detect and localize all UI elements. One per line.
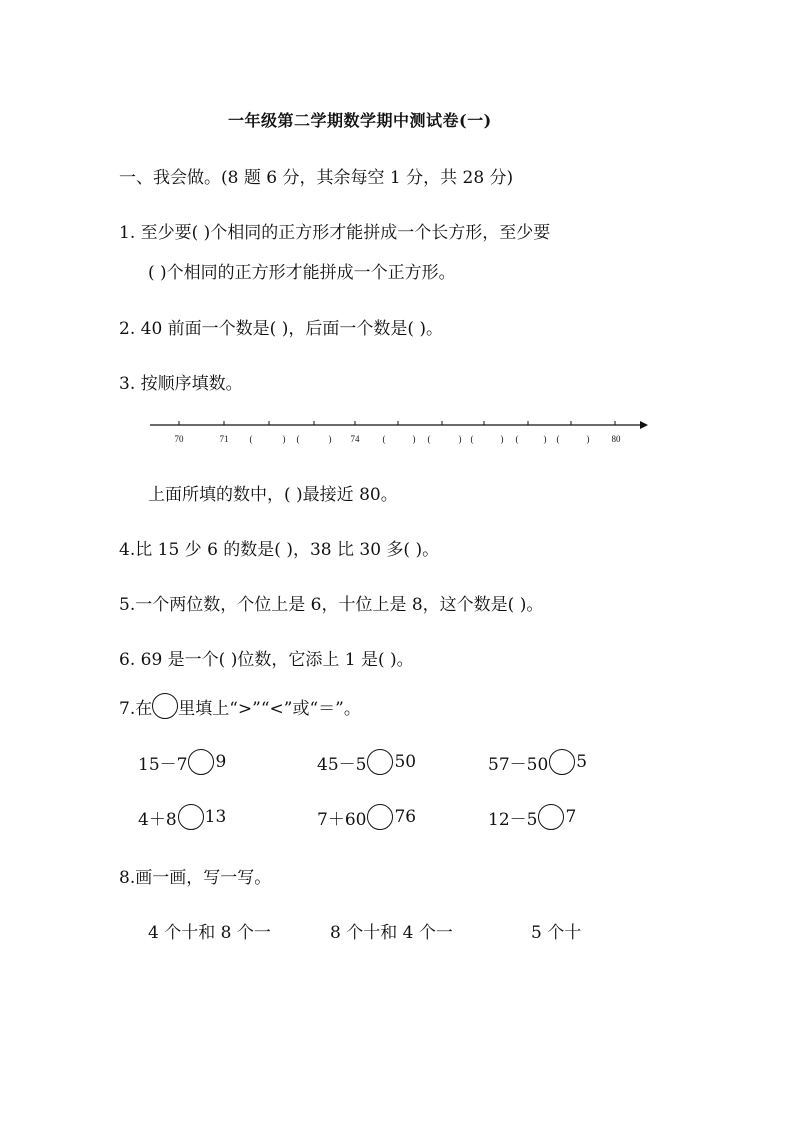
number-line-label: ( [427, 434, 431, 444]
comparison-3 [488, 749, 587, 775]
question-8-item-2: 8 个十和 4 个一 [330, 923, 453, 943]
answer-circle[interactable] [538, 804, 564, 830]
comparison-1 [138, 749, 226, 775]
question-5: 5.一个两位数，个位上是 6，十位上是 8，这个数是( )。 [119, 595, 544, 615]
comparison-6 [488, 804, 576, 830]
arrow-head-icon [640, 421, 648, 429]
comparison-right: 76 [394, 807, 417, 827]
question-1-line-1: 1. 至少要( )个相同的正方形才能拼成一个长方形，至少要 [119, 223, 551, 243]
number-line-label: 80 [611, 434, 621, 444]
comparison-left: 7＋60 [317, 809, 367, 830]
comparison-right: 5 [576, 752, 588, 772]
number-line-label: ( [296, 434, 300, 444]
comparison-right: 9 [215, 752, 227, 772]
comparison-left: 4＋8 [138, 809, 177, 830]
section-heading: 一、我会做。(8 题 6 分，其余每空 1 分，共 28 分) [119, 168, 514, 188]
question-8-item-3: 5 个十 [531, 923, 582, 943]
comparison-2 [317, 749, 416, 775]
question-3-tail: 上面所填的数中，( )最接近 80。 [148, 485, 398, 505]
number-line-label: ( [249, 434, 253, 444]
comparison-left: 12－5 [488, 809, 538, 830]
answer-circle[interactable] [549, 749, 575, 775]
question-1-line-2: ( )个相同的正方形才能拼成一个正方形。 [148, 263, 456, 283]
comparison-5 [317, 804, 416, 830]
comparison-left: 45－5 [317, 754, 367, 775]
comparison-right: 13 [204, 807, 227, 827]
number-line-label: ) [282, 434, 286, 444]
comparison-right: 50 [394, 752, 417, 772]
number-line-label: ) [586, 434, 590, 444]
comparison-left: 15－7 [138, 754, 188, 775]
answer-circle[interactable] [152, 693, 178, 719]
number-line-label: ( [382, 434, 386, 444]
question-7-suffix: 里填上“>”“<”或“＝”。 [178, 698, 361, 719]
number-line-label: ) [500, 434, 504, 444]
comparison-left: 57－50 [488, 754, 549, 775]
number-line-label: 74 [350, 434, 360, 444]
question-3: 3. 按顺序填数。 [119, 374, 243, 394]
answer-circle[interactable] [367, 749, 393, 775]
question-8-item-1: 4 个十和 8 个一 [148, 923, 271, 943]
question-7-prefix: 7.在 [119, 698, 153, 719]
answer-circle[interactable] [178, 804, 204, 830]
number-line-label: 71 [219, 434, 229, 444]
number-line-label: ) [328, 434, 332, 444]
number-line-label: ( [556, 434, 560, 444]
comparison-right: 7 [565, 807, 577, 827]
answer-circle[interactable] [367, 804, 393, 830]
question-2: 2. 40 前面一个数是( )，后面一个数是( )。 [119, 319, 443, 339]
number-line-label: ) [412, 434, 416, 444]
page-title: 一年级第二学期数学期中测试卷(一) [228, 111, 492, 130]
question-7 [119, 693, 361, 719]
answer-circle[interactable] [188, 749, 214, 775]
number-line-label: ) [458, 434, 462, 444]
question-6: 6. 69 是一个( )位数，它添上 1 是( )。 [119, 650, 414, 670]
question-8: 8.画一画，写一写。 [119, 868, 272, 888]
number-line [148, 418, 648, 448]
comparison-4 [138, 804, 226, 830]
question-4: 4.比 15 少 6 的数是( )，38 比 30 多( )。 [119, 540, 440, 560]
number-line-label: ( [470, 434, 474, 444]
number-line-label: ( [515, 434, 519, 444]
number-line-label: ) [543, 434, 547, 444]
number-line-label: 70 [174, 434, 184, 444]
